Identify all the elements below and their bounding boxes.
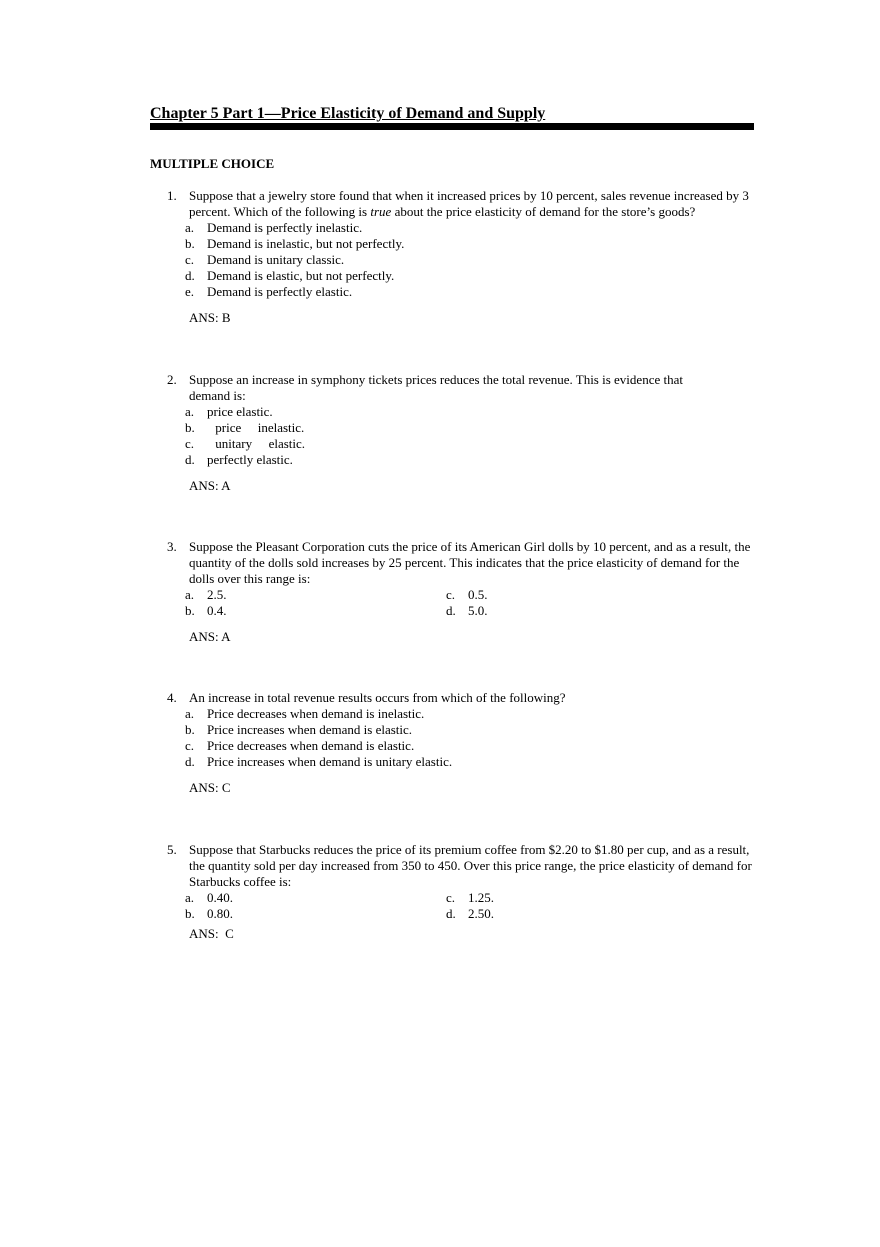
- question-text-emphasis: true: [370, 204, 392, 219]
- option-text: Demand is inelastic, but not perfectly.: [207, 236, 405, 251]
- option-letter: a.: [185, 587, 195, 602]
- option-text: price inelastic.: [207, 420, 305, 435]
- section-heading: MULTIPLE CHOICE: [150, 156, 275, 171]
- option-a: [167, 890, 428, 906]
- question-text: Suppose an increase in symphony tickets prices reduces the total revenue. This is evidence that demand is:: [189, 372, 683, 403]
- answer-key: ANS: B: [189, 310, 231, 325]
- page-title: Chapter 5 Part 1—Price Elasticity of Demand and Supply: [150, 105, 546, 122]
- option-text: Demand is perfectly elastic.: [207, 284, 353, 299]
- option-letter: d.: [446, 603, 456, 618]
- question-text: [189, 188, 757, 220]
- option-list: [167, 220, 757, 300]
- option-b: [167, 603, 428, 619]
- option-b: [167, 722, 757, 738]
- option-d: [167, 268, 757, 284]
- option-e: [167, 284, 757, 300]
- option-letter: c.: [185, 436, 195, 451]
- option-text: 5.0.: [468, 603, 488, 618]
- option-d: [428, 603, 628, 619]
- option-letter: c.: [446, 890, 456, 905]
- option-letter: b.: [185, 906, 195, 921]
- question-3: [167, 539, 757, 645]
- option-text: Demand is elastic, but not perfectly.: [207, 268, 395, 283]
- option-a: [167, 706, 757, 722]
- question-5: [167, 842, 757, 942]
- option-text: 2.5.: [207, 587, 227, 602]
- option-list: [167, 890, 757, 922]
- option-letter: b.: [185, 236, 195, 251]
- option-c: [167, 436, 757, 452]
- question-4: [167, 690, 757, 796]
- option-letter: b.: [185, 722, 195, 737]
- option-list: [167, 587, 757, 619]
- option-text: price elastic.: [207, 404, 273, 419]
- question-2: [167, 372, 757, 494]
- answer-key: ANS: A: [189, 478, 231, 493]
- question-text: Suppose the Pleasant Corporation cuts the price of its American Girl dolls by 10 percent, and as a result, the quantity of the dolls sold increases by 25 percent. This indicates that the price elasticity of demand for the dolls over this range is:: [189, 539, 751, 586]
- option-text: Demand is unitary classic.: [207, 252, 345, 267]
- option-b: [167, 906, 428, 922]
- option-d: [428, 906, 628, 922]
- option-d: [167, 452, 757, 468]
- question-number: 5.: [167, 842, 177, 857]
- question-text: Suppose that Starbucks reduces the price of its premium coffee from $2.20 to $1.80 per cup, and as a result, the quantity sold per day increased from 350 to 450. Over this price range, the price elasticity of demand for Starbucks coffee is:: [189, 842, 752, 889]
- option-text: 1.25.: [468, 890, 494, 905]
- option-text: Demand is perfectly inelastic.: [207, 220, 363, 235]
- option-list: [167, 404, 757, 468]
- option-letter: a.: [185, 220, 195, 235]
- option-letter: a.: [185, 404, 195, 419]
- option-text: 0.80.: [207, 906, 233, 921]
- option-letter: d.: [185, 452, 195, 467]
- answer-key: ANS: C: [189, 926, 234, 941]
- question-stem: [167, 372, 757, 404]
- option-d: [167, 754, 757, 770]
- option-text: perfectly elastic.: [207, 452, 293, 467]
- option-letter: c.: [185, 738, 195, 753]
- option-letter: a.: [185, 706, 195, 721]
- answer-key: ANS: A: [189, 629, 231, 644]
- option-letter: d.: [185, 268, 195, 283]
- option-text: Price increases when demand is unitary elastic.: [207, 754, 453, 769]
- option-a: [167, 220, 757, 236]
- question-stem: [167, 188, 757, 220]
- option-c: [167, 738, 757, 754]
- question-number: 4.: [167, 690, 177, 705]
- title-rule: [150, 123, 754, 130]
- question-1: [167, 188, 757, 326]
- question-number: 3.: [167, 539, 177, 554]
- option-a: [167, 587, 428, 603]
- option-text: Price increases when demand is elastic.: [207, 722, 413, 737]
- option-c: [167, 252, 757, 268]
- answer-key: ANS: C: [189, 780, 231, 795]
- option-list: [167, 706, 757, 770]
- question-stem: [167, 842, 757, 890]
- option-letter: d.: [185, 754, 195, 769]
- option-text: 2.50.: [468, 906, 494, 921]
- option-letter: a.: [185, 890, 195, 905]
- question-stem: [167, 690, 757, 706]
- option-letter: b.: [185, 420, 195, 435]
- option-text: 0.40.: [207, 890, 233, 905]
- option-b: [167, 420, 757, 436]
- option-c: [428, 890, 628, 906]
- option-text: Price decreases when demand is inelastic.: [207, 706, 425, 721]
- option-text: Price decreases when demand is elastic.: [207, 738, 415, 753]
- option-a: [167, 404, 757, 420]
- option-letter: d.: [446, 906, 456, 921]
- option-text: 0.4.: [207, 603, 227, 618]
- question-text-part: about the price elasticity of demand for the store’s goods?: [391, 204, 696, 219]
- option-letter: b.: [185, 603, 195, 618]
- question-text-part: Suppose that a jewelry store found that when it increased prices by 10 percent, sales revenue increased by 3 percent. Which of the following is: [189, 188, 749, 219]
- question-number: 1.: [167, 188, 177, 203]
- question-text: An increase in total revenue results occurs from which of the following?: [189, 690, 566, 705]
- option-b: [167, 236, 757, 252]
- option-letter: c.: [446, 587, 456, 602]
- question-stem: [167, 539, 757, 587]
- option-c: [428, 587, 628, 603]
- option-letter: c.: [185, 252, 195, 267]
- option-letter: e.: [185, 284, 195, 299]
- option-text: 0.5.: [468, 587, 488, 602]
- option-text: unitary elastic.: [207, 436, 306, 451]
- question-number: 2.: [167, 372, 177, 387]
